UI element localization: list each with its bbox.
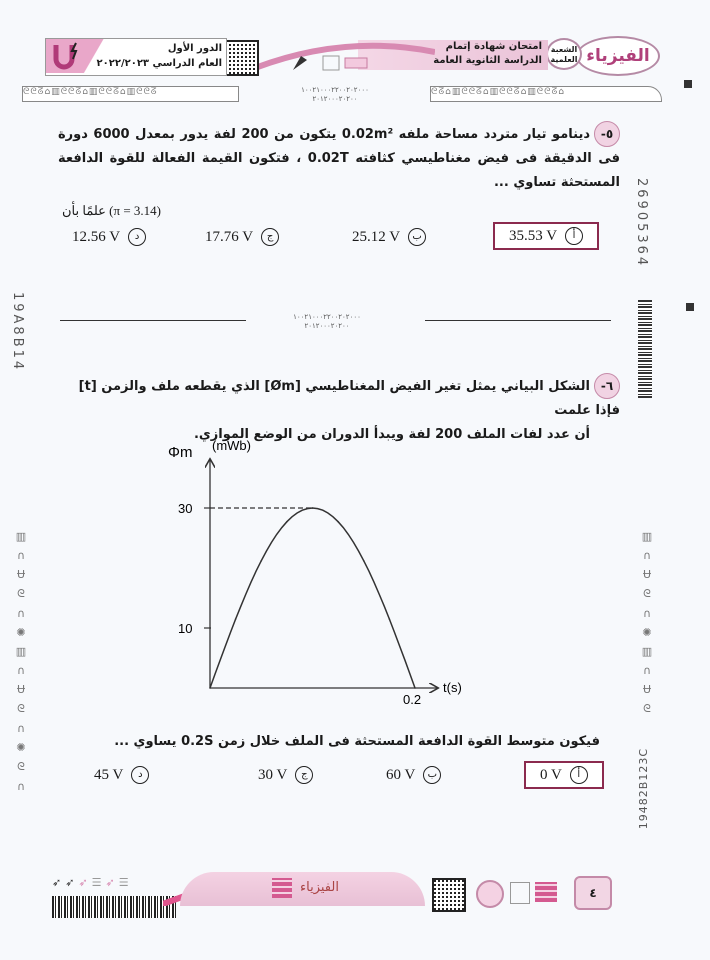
right-side-code-top: 26905364: [634, 178, 649, 269]
data-point: [363, 560, 365, 562]
option-letter: أ: [570, 766, 588, 784]
exam-title-line2: الدراسة الثانوية العامة: [433, 55, 542, 66]
session-text: [97, 41, 222, 71]
option-b[interactable]: [352, 228, 426, 246]
option-letter: ج: [295, 766, 313, 784]
option-value: 0 V: [540, 766, 562, 783]
registration-mark: [684, 80, 692, 88]
question-text-line2: أن عدد لفات الملف 200 لفة ويبدأ الدوران من الوضع الموازي.: [193, 427, 590, 442]
data-point: [389, 618, 391, 620]
right-decoration-column: ▥ ∩ Ʉ ᘓ ∩ ✺ ▥ ∩ Ʉ ᘓ: [641, 530, 653, 715]
header-decoration: [255, 38, 435, 78]
separator-code: [272, 313, 382, 331]
question-6-followup: فيكون متوسط القوة الدافعة المستحثة فى الملف خلال زمن 0.2S يساوي ...: [114, 734, 600, 749]
option-letter: ب: [423, 766, 441, 784]
rocket-icon: ➶: [52, 876, 62, 889]
option-value: 35.53 V: [509, 227, 558, 244]
header-code: [280, 86, 390, 104]
option-letter: أ: [565, 227, 583, 245]
books-icon: [510, 882, 530, 904]
subject-title: الفيزياء: [576, 36, 660, 76]
footer-barcode: [52, 896, 176, 918]
rocket-badge-icon: [476, 880, 504, 908]
separator-code-line2: ٢٠١٢٠٠٠٢٠٢٠٠: [304, 322, 350, 330]
question-5-note: علمًا بأن (π = 3.14): [62, 203, 161, 218]
option-value: 30 V: [258, 766, 288, 783]
books-icon: [272, 878, 292, 898]
registration-mark: [686, 303, 694, 311]
option-c[interactable]: [205, 228, 279, 246]
option-letter: د: [128, 228, 146, 246]
footer-band: [180, 872, 425, 906]
option-value: 12.56 V: [72, 228, 121, 245]
frame-border-strip-left: ᘓᘓᘔ⌂▥ᘓᘓᘔ⌂▥ᘓᘓᘔ⌂▥ᘓᘓᘔ: [22, 86, 239, 102]
option-a[interactable]: [524, 761, 604, 789]
flux-curve: [210, 508, 415, 688]
header-code-line2: ٢٠١٢٠٠٠٢٠٢٠٠: [312, 95, 358, 103]
rocket-icon: ➶: [78, 876, 88, 889]
question-number: ٦-: [594, 373, 620, 399]
question-text-line1: الشكل البياني يمثل تغير الفيض المغناطيسي [Øm] الذي يقطعه ملف والزمن [t] فإذا علمت: [78, 379, 620, 418]
option-a[interactable]: [493, 222, 599, 250]
option-c[interactable]: [258, 766, 313, 784]
footer-icons: [52, 876, 129, 889]
footer-subject: الفيزياء: [300, 880, 339, 895]
y-tick-label: 30: [178, 501, 193, 516]
question-text: دينامو تيار متردد مساحة ملفه 0.02m² يتكون من 200 لفة يدور بمعدل 6000 دورة فى الدقيقة فى فيض مغناطيسي كثافته 0.02T ، فتكون القيمة الفعالة للقوة الدافعة المستحثة تساوي ...: [58, 127, 621, 190]
question-number: ٥-: [594, 121, 620, 147]
separator-code-line1: ١٠٠٢١٠٠٠٢٢٠٠٢٠٢٠٠٠: [293, 313, 361, 321]
x-axis-label: t(s): [443, 680, 462, 695]
page-number: ٤: [574, 876, 612, 910]
exam-title-line1: امتحان شهادة إتمام: [445, 41, 542, 52]
books-icon: [535, 882, 557, 902]
question-5: [58, 121, 620, 195]
session-line1: الدور الأول: [167, 43, 222, 54]
frame-border-strip-right: ᘓᘔ⌂▥ᘓᘓᘔ⌂▥ᘓᘓᘔ⌂▥ᘓᘓᘔ⌂: [430, 86, 662, 102]
x-tick-label: 0.2: [403, 692, 422, 707]
data-point: [312, 507, 314, 509]
y-axis-unit: (mWb): [212, 438, 251, 453]
session-line2: العام الدراسي ٢٠٢٢/٢٠٢٣: [96, 58, 222, 69]
option-value: 60 V: [386, 766, 416, 783]
option-d[interactable]: [72, 228, 146, 246]
header-code-line1: ١٠٠٢١٠٠٠٢٢٠٠٢٠٢٠٠٠: [301, 86, 369, 94]
option-value: 25.12 V: [352, 228, 401, 245]
qr-code-icon: [223, 40, 259, 76]
branch-label: الشعبة العلمية: [546, 38, 582, 70]
option-value: 45 V: [94, 766, 124, 783]
y-tick-label: 10: [178, 621, 193, 636]
left-side-code: 19A8B14: [10, 292, 25, 373]
battery-icon: [345, 58, 367, 68]
left-decoration-column: ▥ ∩ Ʉ ᘓ ∩ ✺ ▥ ∩ Ʉ ᘓ ∩ ✺ ᘓ ∩: [15, 530, 27, 793]
separator-line-right: [425, 320, 611, 321]
books-icon: ☰: [118, 876, 129, 889]
data-point: [260, 560, 262, 562]
option-letter: ج: [261, 228, 279, 246]
books-icon: [323, 56, 339, 70]
data-point: [337, 521, 339, 523]
right-side-code-bottom: 19482B123C: [637, 748, 650, 830]
y-axis-symbol: Φm: [168, 444, 193, 461]
separator-line-left: [60, 320, 246, 321]
right-side-barcode: [638, 300, 652, 398]
option-letter: د: [131, 766, 149, 784]
option-value: 17.76 V: [205, 228, 254, 245]
rocket-icon: ➶: [65, 876, 75, 889]
data-point: [286, 521, 288, 523]
data-point: [209, 687, 211, 689]
option-d[interactable]: [94, 766, 149, 784]
qr-code-icon: [432, 878, 466, 912]
data-point: [235, 618, 237, 620]
rocket-icon: ➶: [105, 876, 115, 889]
books-icon: ☰: [91, 876, 102, 889]
session-block: [45, 38, 227, 76]
flux-time-chart: [150, 430, 480, 720]
option-b[interactable]: [386, 766, 441, 784]
data-point: [414, 687, 416, 689]
option-letter: ب: [408, 228, 426, 246]
